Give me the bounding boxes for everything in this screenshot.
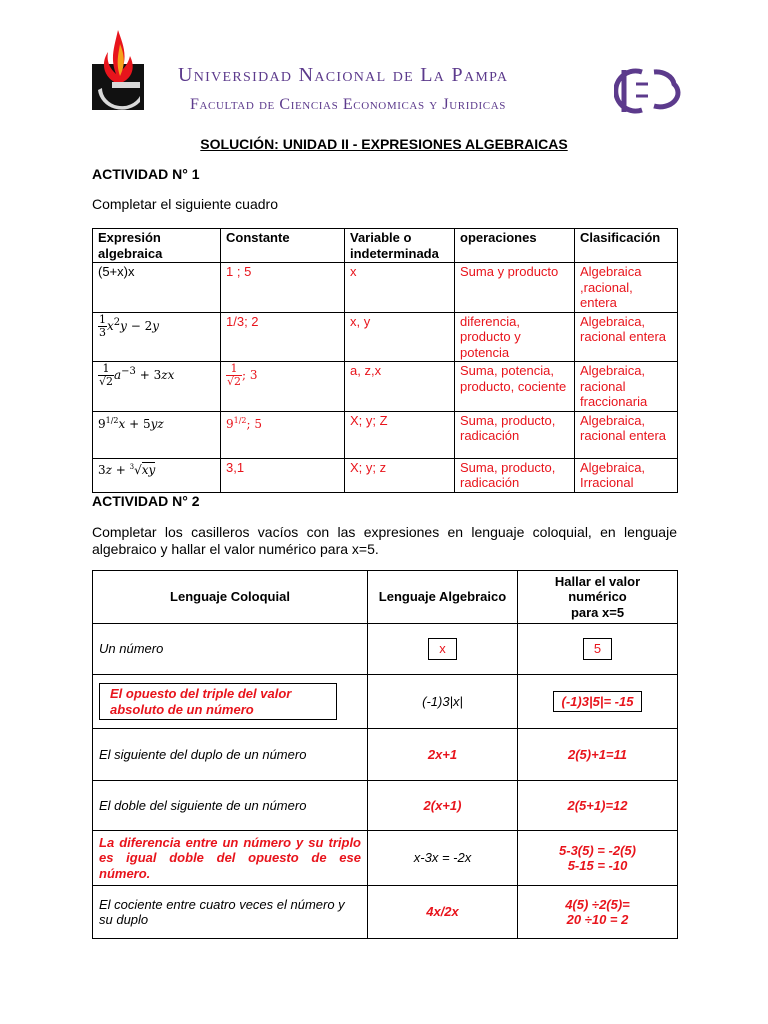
algebraico-answer: 2(x+1) [423, 797, 462, 813]
expression-cell: (5+x)x [93, 263, 221, 313]
expression-cell [93, 411, 221, 458]
constant-cell: 1 ; 5 [221, 263, 345, 313]
valor-cell [518, 624, 678, 675]
header-valor-line1: Hallar el valor [554, 573, 641, 589]
activity2-instruction: Completar los casilleros vacíos con las expresiones en lenguaje coloquial, en lenguaje algebraico y hallar el valor numérico para x=5. [92, 524, 677, 557]
header-variable: Variable o indeterminada [345, 229, 455, 263]
valor-cell [518, 675, 678, 729]
table-row [93, 675, 678, 729]
algebraico-answer-box: x [428, 638, 457, 660]
algebraico-cell [368, 781, 518, 831]
variable-cell: x [345, 263, 455, 313]
header-coloquial: Lenguaje Coloquial [93, 571, 368, 624]
coloquial-cell: El siguiente del duplo de un número [93, 729, 368, 781]
coloquial-cell: Un número [93, 624, 368, 675]
expression-formula: $\frac{1}{3}$ $x^2y - 2y$ [99, 312, 160, 339]
header-operations: operaciones [455, 229, 575, 263]
algebraico-cell [368, 729, 518, 781]
algebraico-cell: x-3x = -2x [368, 831, 518, 886]
activity1-heading: ACTIVIDAD N° 1 [92, 166, 200, 182]
expression-cell [93, 362, 221, 412]
table-row [93, 831, 678, 886]
flame-crest-logo-icon [88, 30, 154, 114]
expression-formula: 3z + $^3$√xy [98, 462, 156, 477]
header-valor-line3: para x=5 [570, 604, 625, 620]
classification-cell: Algebraica, Irracional [575, 458, 678, 492]
table-row [93, 781, 678, 831]
header-algebraico: Lenguaje Algebraico [368, 571, 518, 624]
table-row [93, 362, 678, 412]
classification-cell: Algebraica ,racional, entera [575, 263, 678, 313]
valor-answer: 2(5)+1=11 [567, 746, 628, 762]
expression-formula: $9^{1/2}x + 5yz$ [98, 415, 164, 431]
algebraico-cell [368, 624, 518, 675]
coloquial-cell: El doble del siguiente de un número [93, 781, 368, 831]
algebraico-answer: 4x/2x [426, 904, 459, 920]
coloquial-cell [93, 675, 368, 729]
table-header-row [93, 571, 678, 624]
variable-cell: x, y [345, 312, 455, 362]
valor-answer-box: (-1)3|5|= -15 [553, 691, 643, 713]
coloquial-answer-box: El opuesto del triple del valor absoluto de un número [99, 683, 337, 720]
table-header-row [93, 229, 678, 263]
expression-cell [93, 458, 221, 492]
header-constant: Constante [221, 229, 345, 263]
operations-cell: Suma y producto [455, 263, 575, 313]
operations-cell: Suma, potencia, producto, cociente [455, 362, 575, 412]
classification-table [92, 228, 678, 493]
page-title: SOLUCIÓN: UNIDAD II - EXPRESIONES ALGEBRAICAS [200, 136, 568, 152]
expression-cell [93, 312, 221, 362]
coloquial-cell: El cociente entre cuatro veces el número y su duplo [93, 886, 368, 939]
constant-cell [221, 362, 345, 412]
variable-cell: X; y; Z [345, 411, 455, 458]
activity1-instruction: Completar el siguiente cuadro [92, 196, 278, 212]
operations-cell: diferencia, producto y potencia [455, 312, 575, 362]
classification-cell: Algebraica, racional entera [575, 312, 678, 362]
table-row [93, 729, 678, 781]
constant-formula: $9^{1/2}$; 5 [226, 415, 263, 431]
constant-cell: 3,1 [221, 458, 345, 492]
variable-cell: a, z,x [345, 362, 455, 412]
university-name: Universidad Nacional de La Pampa [178, 64, 509, 86]
table-row [93, 263, 678, 313]
valor-answer-line1: 5-3(5) = -2(5) [559, 842, 636, 858]
language-table [92, 570, 678, 939]
classification-cell: Algebraica, racional fraccionaria [575, 362, 678, 412]
header-expression: Expresión algebraica [93, 229, 221, 263]
fce-monogram-logo-icon [614, 62, 682, 118]
header-classification: Clasificación [575, 229, 678, 263]
valor-answer-line2: 5-15 = -10 [567, 858, 628, 873]
faculty-name: Facultad de Ciencias Economicas y Juridicas [190, 96, 506, 113]
algebraico-cell [368, 886, 518, 939]
operations-cell: Suma, producto, radicación [455, 411, 575, 458]
table-row [93, 312, 678, 362]
valor-cell [518, 886, 678, 939]
valor-answer-line2: 20 ÷10 = 2 [566, 912, 629, 927]
header-valor-line2: numérico [568, 589, 627, 605]
expression-formula: $\frac{1}{√2}$ $a^{-3} + 3zx$ [99, 362, 175, 388]
valor-cell [518, 781, 678, 831]
valor-cell [518, 729, 678, 781]
table-row [93, 886, 678, 939]
constant-cell: 1/3; 2 [221, 312, 345, 362]
valor-answer-line1: 4(5) ÷2(5)= [565, 896, 630, 912]
coloquial-cell: La diferencia entre un número y su triplo es igual doble del opuesto de ese número. [93, 831, 368, 886]
activity2-heading: ACTIVIDAD N° 2 [92, 493, 200, 509]
constant-formula: $\frac{1}{√2}$ ; 3 [227, 362, 258, 388]
algebraico-cell: (-1)3|x| [368, 675, 518, 729]
constant-cell [221, 411, 345, 458]
variable-cell: X; y; z [345, 458, 455, 492]
algebraico-answer: 2x+1 [427, 746, 458, 762]
classification-cell: Algebraica, racional entera [575, 411, 678, 458]
valor-cell [518, 831, 678, 886]
operations-cell: Suma, producto, radicación [455, 458, 575, 492]
table-row [93, 624, 678, 675]
valor-answer: 2(5+1)=12 [567, 797, 628, 813]
valor-answer-box: 5 [583, 638, 612, 660]
table-row [93, 411, 678, 458]
header-valor [518, 571, 678, 624]
table-row [93, 458, 678, 492]
